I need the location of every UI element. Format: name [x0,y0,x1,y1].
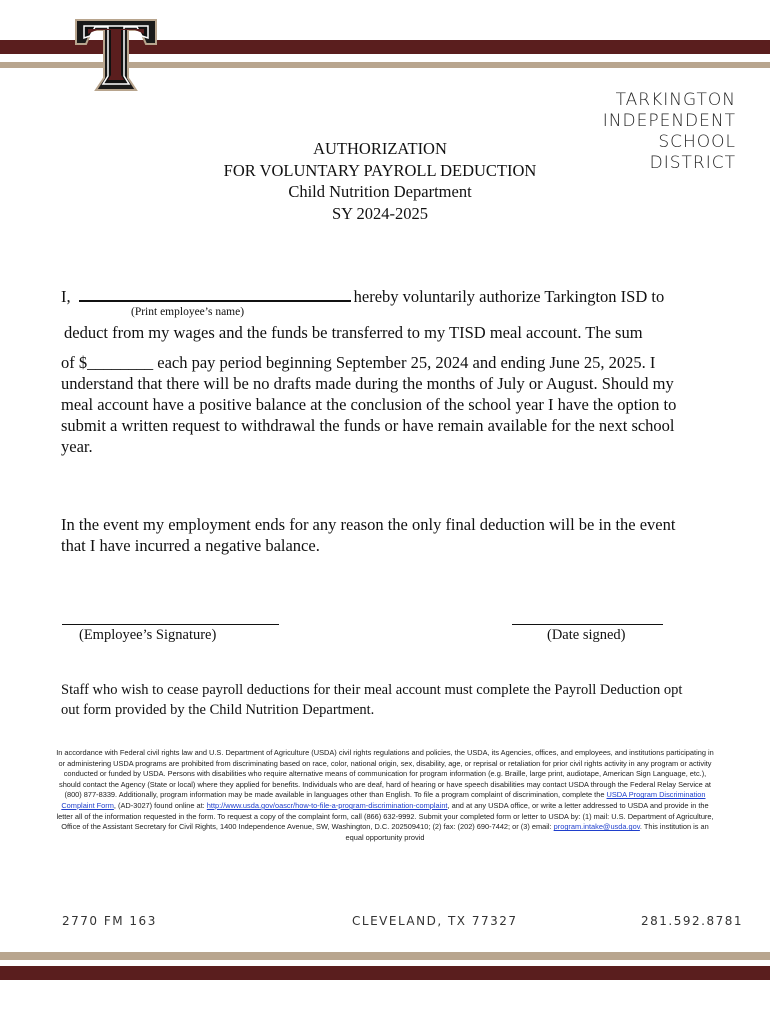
employment-end-paragraph: In the event my employment ends for any reason the only final deduction will be in the event that I have incurred a negative balance. [61,515,676,555]
footer-city: CLEVELAND, TX 77327 [352,914,518,928]
title-line-1: AUTHORIZATION [313,139,447,158]
title-line-4: SY 2024-2025 [331,203,429,223]
intro-suffix: hereby voluntarily authorize Tarkington ISD to [353,287,665,306]
authorization-paragraph: of $________ each pay period beginning September 25, 2024 and ending June 25, 2025. I understand that there will be no drafts made during the months of July or August. Should my meal account have a positive balance at the conclusion of the school year I have the option to submit a written request to withdrawal the funds or have remain available for the next school year. [61,353,677,456]
district-line-3: DISTRICT [649,153,736,173]
employee-signature-label: (Employee’s Signature) [79,627,217,643]
intro-prefix: I, [61,287,71,306]
footer-band-maroon [0,966,770,980]
date-signed-field[interactable] [512,614,663,625]
document-title [0,138,760,224]
employee-signature-field[interactable] [62,614,279,625]
civil-text-1: In accordance with Federal civil rights law and U.S. Department of Agriculture (USDA) civil rights regulations and policies, the USDA, its Agencies, offices, and employees, and institutions participating in or administering USDA programs are prohibited from discriminating based on race, color, national origin, sex, disability, age, or reprisal or retaliation for prior civil rights activity in any program or activity conducted or funded by USDA. Persons with disabilities who require alternative means of communication for program information (e.g. Braille, large print, audiotape, American Sign Language, etc.), should contact the Agency (State or local) where they applied for benefits. Individuals who are deaf, hard of hearing or have speech disabilities may contact USDA through the Federal Relay Service at (800) 877-8339. Additionally, program information may be made available in languages other than English. To file a program complaint of discrimination, complete the [56,748,714,800]
civil-text-4: . This institution is an equal opportunity provid [345,822,709,842]
employee-name-field[interactable] [79,286,351,302]
staff-opt-out-note: Staff who wish to cease payroll deductions for their meal account must complete the Payroll Deduction opt out form provided by the Child Nutrition Department. [61,682,683,718]
civil-text-3: , and at any USDA office, or write a letter addressed to USDA and provide in the letter all of the information requested in the form. To request a copy of the complaint form, call (866) 632-9992. Submit your completed form or letter to USDA by: (1) mail: U.S. Department of Agriculture, Office of the Assistant Secretary for Civil Rights, 1400 Independence Avenue, SW, Washington, D.C. 202509410; (2) fax: (202) 690-7442; or (3) email: [56,800,714,832]
title-line-2: FOR VOLUNTARY PAYROLL DEDUCTION [223,160,537,180]
tarkington-t-logo-icon [74,18,158,92]
civil-text-2: , (AD-3027) found online at: [113,800,207,810]
district-line-1: TARKINGTON [615,90,736,110]
program-intake-email-link[interactable]: program.intake@usda.gov [553,822,640,832]
title-line-3: Child Nutrition Department [288,182,472,201]
usda-nondiscrimination-statement [56,748,714,843]
authorization-line-2: deduct from my wages and the funds be transferred to my TISD meal account. The sum [64,323,643,342]
footer-address: 2770 FM 163 [62,914,157,928]
complaint-form-link[interactable]: USDA Program Discrimination Complaint Form [61,790,706,810]
complaint-url-link[interactable]: http://www.usda.gov/oascr/how-to-file-a-program-discrimination-complaint [206,800,448,810]
authorization-opening [61,286,701,307]
date-signed-label: (Date signed) [547,627,626,643]
print-name-hint: (Print employee’s name) [131,306,245,318]
district-line-2: INDEPENDENT SCHOOL [602,111,736,152]
footer-phone: 281.592.8781 [641,914,743,928]
footer-band-tan [0,952,770,960]
